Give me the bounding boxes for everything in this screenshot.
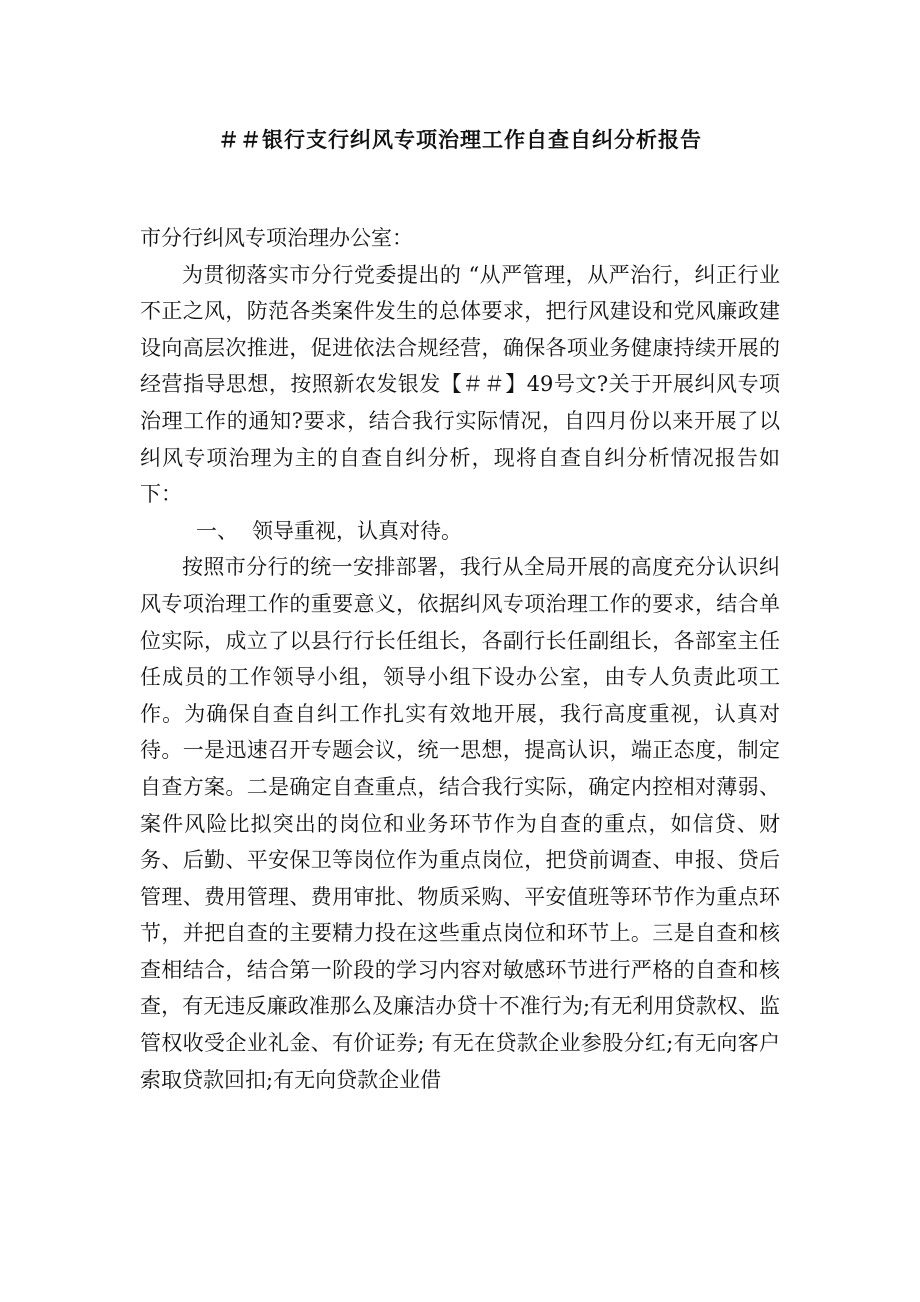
section-1-paragraph: 按照市分行的统一安排部署，我行从全局开展的高度充分认识纠风专项治理工作的重要意义，依据纠风专项治理工作的要求，结合单位实际，成立了以县行行长任组长，各副行长任副组长，各部室主任任成员的工作领导小组，领导小组下设办公室，由专人负责此项工作。为确保自查自纠工作扎实有效地开展，我行高度重视，认真对待。一是迅速召开专题会议，统一思想，提高认识，端正态度，制定自查方案。二是确定自查重点，结合我行实际，确定内控相对薄弱、案件风险比拟突出的岗位和业务环节作为自查的重点，如信贷、财务、后勤、平安保卫等岗位作为重点岗位，把贷前调查、申报、贷后管理、费用管理、费用审批、物质采购、平安值班等环节作为重点环节，并把自查的主要精力投在这些重点岗位和环节上。三是自查和核查相结合，结合第一阶段的学习内容对敏感环节进行严格的自查和核查，有无违反廉政准那么及廉洁办贷十不准行为;有无利用贷款权、监管权收受企业礼金、有价证券; 有无在贷款企业参股分红;有无向客户索取贷款回扣;有无向贷款企业借 (140, 555, 780, 1092)
document-title: ＃＃银行支行纠风专项治理工作自查自纠分析报告 (218, 128, 702, 152)
salutation: 市分行纠风专项治理办公室： (140, 226, 413, 250)
document-body (140, 220, 780, 1098)
intro-paragraph: 为贯彻落实市分行党委提出的 “从严管理，从严治行，纠正行业不正之风，防范各类案件发生的总体要求，把行风建设和党风廉政建设向高层次推进，促进依法合规经营，确保各项业务健康持续开展的经营指导思想，按照新农发银发【＃＃】49号文?关于开展纠风专项治理工作的通知?要求，结合我行实际情况，自四月份以来开展了以纠风专项治理为主的自查自纠分析，现将自查自纠分析情况报告如下： (140, 262, 780, 507)
section-number: 一、 (196, 518, 238, 543)
section-heading-1 (140, 513, 780, 550)
section-heading-text: 领导重视，认真对待。 (252, 518, 462, 543)
